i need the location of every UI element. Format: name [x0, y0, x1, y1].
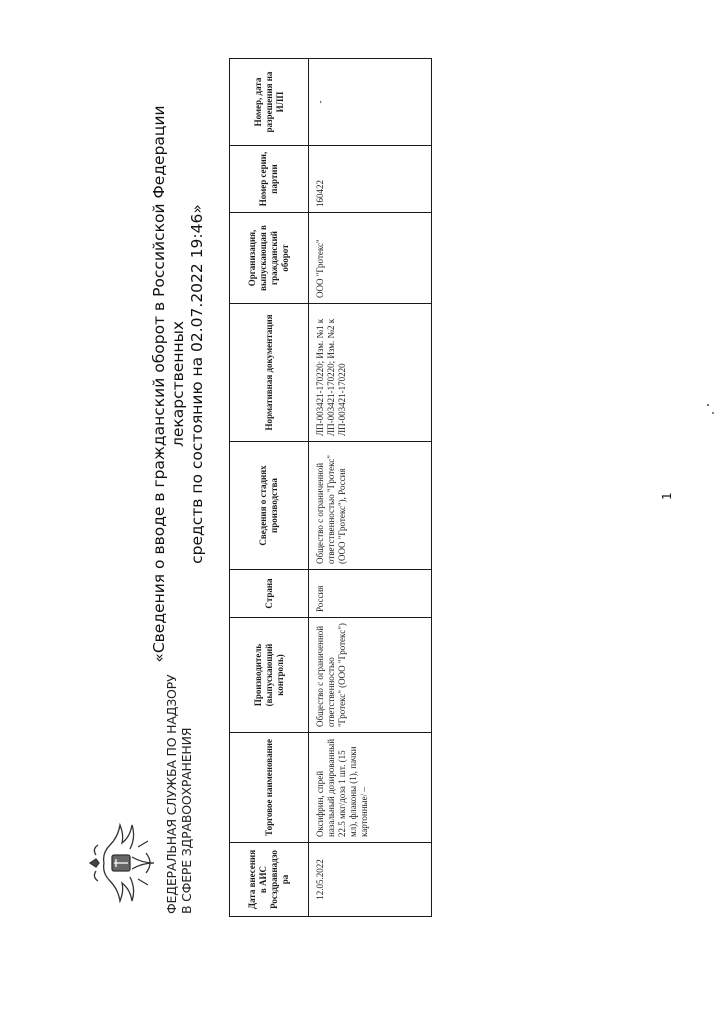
cell-stages: Общество с ограниченной ответственностью "Гротекс" (ООО "Гротекс"), Россия — [309, 442, 432, 570]
scan-speck — [712, 412, 714, 414]
document-title-line1: «Сведения о вводе в гражданский оборот в Российской Федерации лекарственных — [150, 105, 187, 663]
header-country: Страна — [230, 570, 309, 618]
cell-country: Россия — [309, 570, 432, 618]
cell-batch: 160422 — [309, 146, 432, 213]
registry-table — [229, 58, 432, 917]
header-stages: Сведения о стадиях производства — [230, 442, 309, 570]
header-batch: Номер серии, партии — [230, 146, 309, 213]
agency-name-line1: ФЕДЕРАЛЬНАЯ СЛУЖБА ПО НАДЗОРУ — [164, 674, 179, 914]
cell-docs: ЛП-003421-170220; Изм. №1 к ЛП-003421-170220; Изм. №2 к ЛП-003421-170220 — [309, 304, 432, 442]
header-date: Дата внесения в АИС Росздравнадзора — [230, 843, 309, 917]
cell-date: 12.05.2022 — [309, 843, 432, 917]
page-number: 1 — [660, 492, 674, 500]
header-organization: Организация, выпускающая в гражданский оборот — [230, 213, 309, 304]
cell-manufacturer: Общество с ограниченной ответственностью "Гротекс" (ООО "Гротекс") — [309, 618, 432, 733]
document-title-line2: средств по состоянию на 02.07.2022 19:46» — [188, 204, 206, 564]
cell-organization: ООО "Гротекс" — [309, 213, 432, 304]
document-title — [150, 59, 207, 709]
table-row — [309, 59, 432, 917]
header-docs: Нормативная документация — [230, 304, 309, 442]
double-headed-eagle-emblem-icon — [82, 817, 162, 909]
header-trade-name: Торговое наименование — [230, 733, 309, 843]
cell-trade-name: Оксифрин, спрей назальный дозированный 22.5 мкг/доза 1 шт. (15 мл), флаконы (1), пачки картонные/ – — [309, 733, 432, 843]
scan-speck — [707, 405, 709, 407]
agency-name-line2: В СФЕРЕ ЗДРАВООХРАНЕНИЯ — [179, 727, 194, 914]
cell-permit: - — [309, 59, 432, 146]
header-manufacturer: Производитель (выпускающий контроль) — [230, 618, 309, 733]
table-header-row — [230, 59, 309, 917]
header-permit: Номер, дата разрешения на ИЛП — [230, 59, 309, 146]
